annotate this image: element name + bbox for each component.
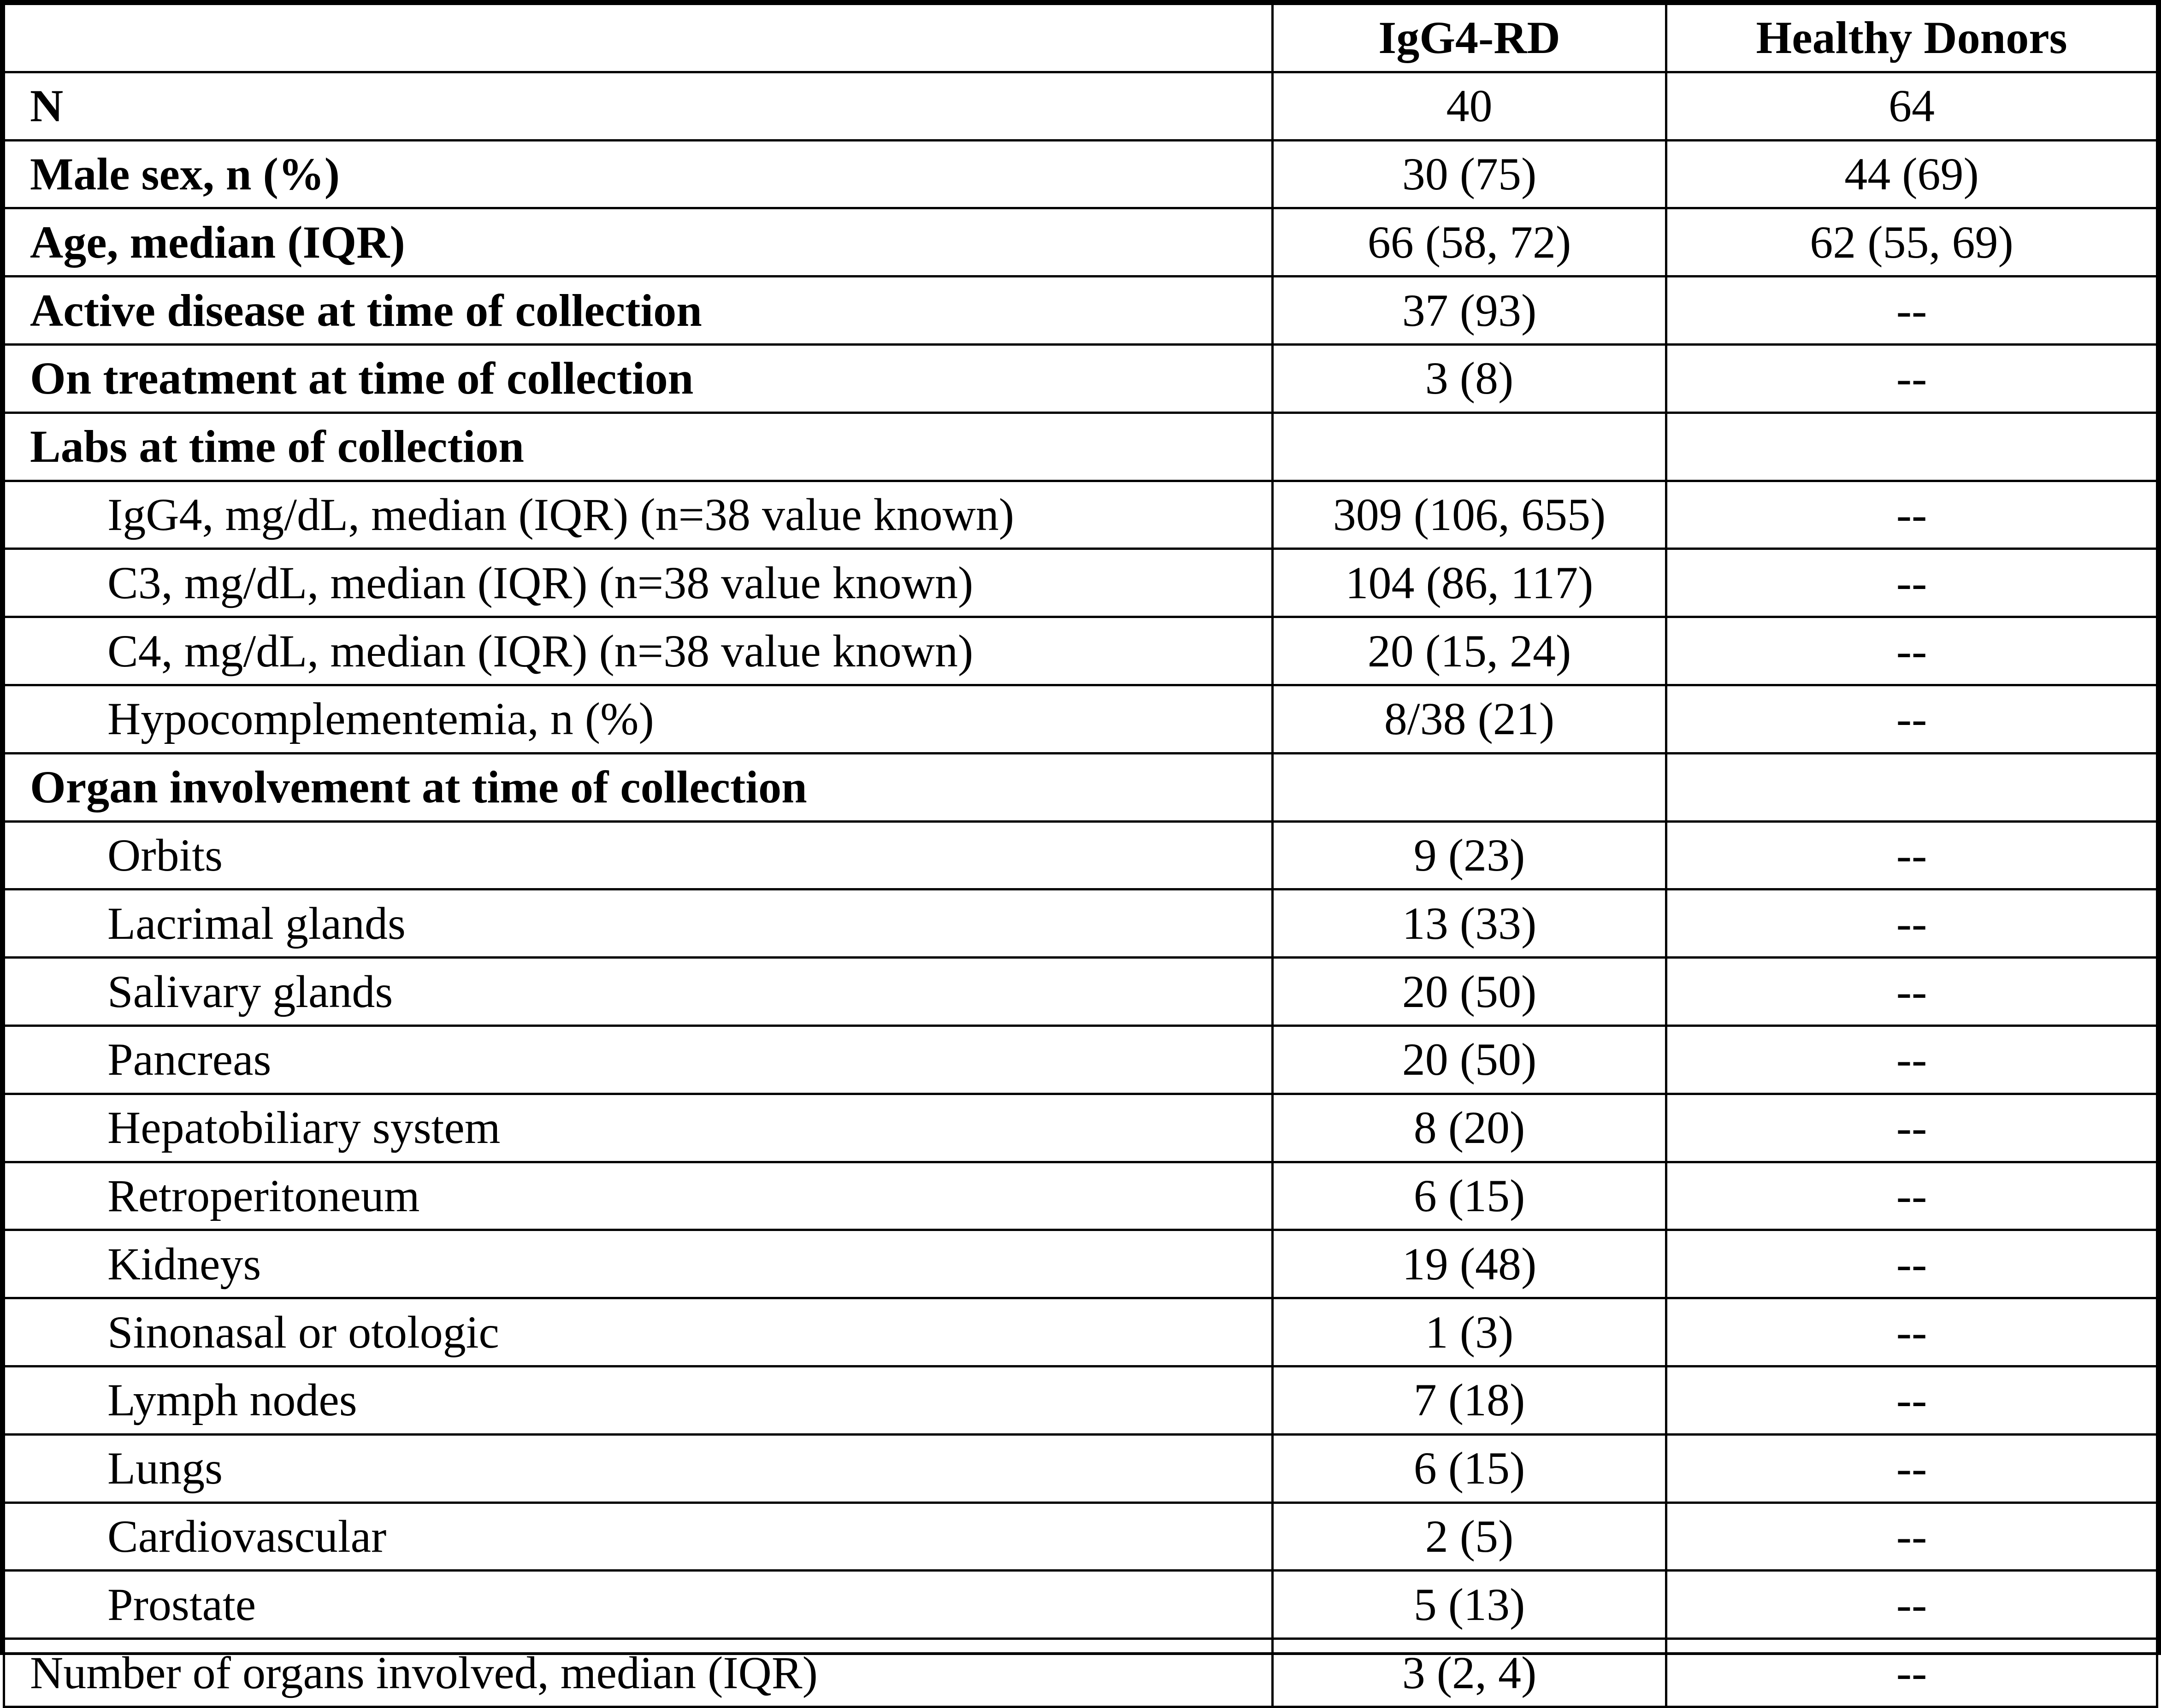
row-label: Active disease at time of collection bbox=[4, 277, 1273, 345]
healthy-donors-value: 44 (69) bbox=[1666, 140, 2157, 208]
igg4-rd-value: 6 (15) bbox=[1273, 1162, 1666, 1230]
igg4-rd-value: 8 (20) bbox=[1273, 1094, 1666, 1162]
header-healthy-donors: Healthy Donors bbox=[1666, 4, 2157, 72]
table-row bbox=[4, 344, 2157, 412]
row-label: C4, mg/dL, median (IQR) (n=38 value known) bbox=[4, 617, 1273, 685]
table-row bbox=[4, 140, 2157, 208]
row-label: Lymph nodes bbox=[4, 1366, 1273, 1434]
healthy-donors-value: -- bbox=[1666, 1025, 2157, 1094]
igg4-rd-value: 5 (13) bbox=[1273, 1571, 1666, 1639]
table-row bbox=[4, 1434, 2157, 1502]
row-label: On treatment at time of collection bbox=[4, 344, 1273, 412]
table-row bbox=[4, 412, 2157, 481]
table-row bbox=[4, 1366, 2157, 1434]
table-row bbox=[4, 72, 2157, 140]
table-row bbox=[4, 617, 2157, 685]
row-label: Prostate bbox=[4, 1571, 1273, 1639]
row-label: Kidneys bbox=[4, 1230, 1273, 1298]
igg4-rd-value: 1 (3) bbox=[1273, 1298, 1666, 1366]
table-body bbox=[4, 72, 2157, 1707]
healthy-donors-value bbox=[1666, 753, 2157, 821]
healthy-donors-value: -- bbox=[1666, 277, 2157, 345]
table-row bbox=[4, 958, 2157, 1026]
table-header-row bbox=[4, 4, 2157, 72]
healthy-donors-value: -- bbox=[1666, 617, 2157, 685]
healthy-donors-value: 62 (55, 69) bbox=[1666, 208, 2157, 277]
igg4-rd-value: 104 (86, 117) bbox=[1273, 549, 1666, 617]
row-label: Sinonasal or otologic bbox=[4, 1298, 1273, 1366]
table-row bbox=[4, 1571, 2157, 1639]
igg4-rd-value: 20 (50) bbox=[1273, 958, 1666, 1026]
table-row bbox=[4, 208, 2157, 277]
table-row bbox=[4, 1298, 2157, 1366]
row-label: Lungs bbox=[4, 1434, 1273, 1502]
healthy-donors-value: -- bbox=[1666, 481, 2157, 549]
row-label: Number of organs involved, median (IQR) bbox=[4, 1639, 1273, 1707]
igg4-rd-value: 13 (33) bbox=[1273, 889, 1666, 958]
healthy-donors-value: -- bbox=[1666, 344, 2157, 412]
row-label: Age, median (IQR) bbox=[4, 208, 1273, 277]
igg4-rd-value: 2 (5) bbox=[1273, 1502, 1666, 1571]
healthy-donors-value: -- bbox=[1666, 1571, 2157, 1639]
healthy-donors-value: -- bbox=[1666, 1366, 2157, 1434]
table-row bbox=[4, 1502, 2157, 1571]
row-label: C3, mg/dL, median (IQR) (n=38 value known) bbox=[4, 549, 1273, 617]
table-row bbox=[4, 1639, 2157, 1707]
igg4-rd-value: 66 (58, 72) bbox=[1273, 208, 1666, 277]
igg4-rd-value: 7 (18) bbox=[1273, 1366, 1666, 1434]
healthy-donors-value: -- bbox=[1666, 958, 2157, 1026]
healthy-donors-value: -- bbox=[1666, 1230, 2157, 1298]
characteristics-table bbox=[3, 3, 2158, 1708]
row-label: Orbits bbox=[4, 821, 1273, 889]
row-label: Salivary glands bbox=[4, 958, 1273, 1026]
row-label: N bbox=[4, 72, 1273, 140]
table-row bbox=[4, 549, 2157, 617]
table-row bbox=[4, 1025, 2157, 1094]
row-label: Labs at time of collection bbox=[4, 412, 1273, 481]
row-label: Organ involvement at time of collection bbox=[4, 753, 1273, 821]
table-row bbox=[4, 1162, 2157, 1230]
table-row bbox=[4, 889, 2157, 958]
healthy-donors-value: -- bbox=[1666, 1162, 2157, 1230]
table-row bbox=[4, 1094, 2157, 1162]
header-characteristic bbox=[4, 4, 1273, 72]
table-row bbox=[4, 821, 2157, 889]
row-label: Cardiovascular bbox=[4, 1502, 1273, 1571]
igg4-rd-value: 30 (75) bbox=[1273, 140, 1666, 208]
healthy-donors-value bbox=[1666, 412, 2157, 481]
igg4-rd-value: 19 (48) bbox=[1273, 1230, 1666, 1298]
healthy-donors-value: -- bbox=[1666, 549, 2157, 617]
igg4-rd-value: 3 (8) bbox=[1273, 344, 1666, 412]
healthy-donors-value: -- bbox=[1666, 821, 2157, 889]
table-row bbox=[4, 1230, 2157, 1298]
table-row bbox=[4, 481, 2157, 549]
igg4-rd-value bbox=[1273, 412, 1666, 481]
igg4-rd-value: 9 (23) bbox=[1273, 821, 1666, 889]
igg4-rd-value: 309 (106, 655) bbox=[1273, 481, 1666, 549]
healthy-donors-value: -- bbox=[1666, 1298, 2157, 1366]
igg4-rd-value bbox=[1273, 753, 1666, 821]
row-label: Pancreas bbox=[4, 1025, 1273, 1094]
row-label: Male sex, n (%) bbox=[4, 140, 1273, 208]
healthy-donors-value: -- bbox=[1666, 1434, 2157, 1502]
igg4-rd-value: 3 (2, 4) bbox=[1273, 1639, 1666, 1707]
igg4-rd-value: 20 (15, 24) bbox=[1273, 617, 1666, 685]
row-label: Lacrimal glands bbox=[4, 889, 1273, 958]
row-label: Hepatobiliary system bbox=[4, 1094, 1273, 1162]
row-label: Hypocomplementemia, n (%) bbox=[4, 685, 1273, 753]
igg4-rd-value: 37 (93) bbox=[1273, 277, 1666, 345]
healthy-donors-value: 64 bbox=[1666, 72, 2157, 140]
igg4-rd-value: 8/38 (21) bbox=[1273, 685, 1666, 753]
healthy-donors-value: -- bbox=[1666, 889, 2157, 958]
row-label: Retroperitoneum bbox=[4, 1162, 1273, 1230]
table-row bbox=[4, 753, 2157, 821]
igg4-rd-value: 40 bbox=[1273, 72, 1666, 140]
header-igg4-rd: IgG4-RD bbox=[1273, 4, 1666, 72]
table-row bbox=[4, 685, 2157, 753]
healthy-donors-value: -- bbox=[1666, 1094, 2157, 1162]
igg4-rd-value: 6 (15) bbox=[1273, 1434, 1666, 1502]
row-label: IgG4, mg/dL, median (IQR) (n=38 value known) bbox=[4, 481, 1273, 549]
table-row bbox=[4, 277, 2157, 345]
igg4-rd-value: 20 (50) bbox=[1273, 1025, 1666, 1094]
healthy-donors-value: -- bbox=[1666, 685, 2157, 753]
healthy-donors-value: -- bbox=[1666, 1502, 2157, 1571]
healthy-donors-value: -- bbox=[1666, 1639, 2157, 1707]
